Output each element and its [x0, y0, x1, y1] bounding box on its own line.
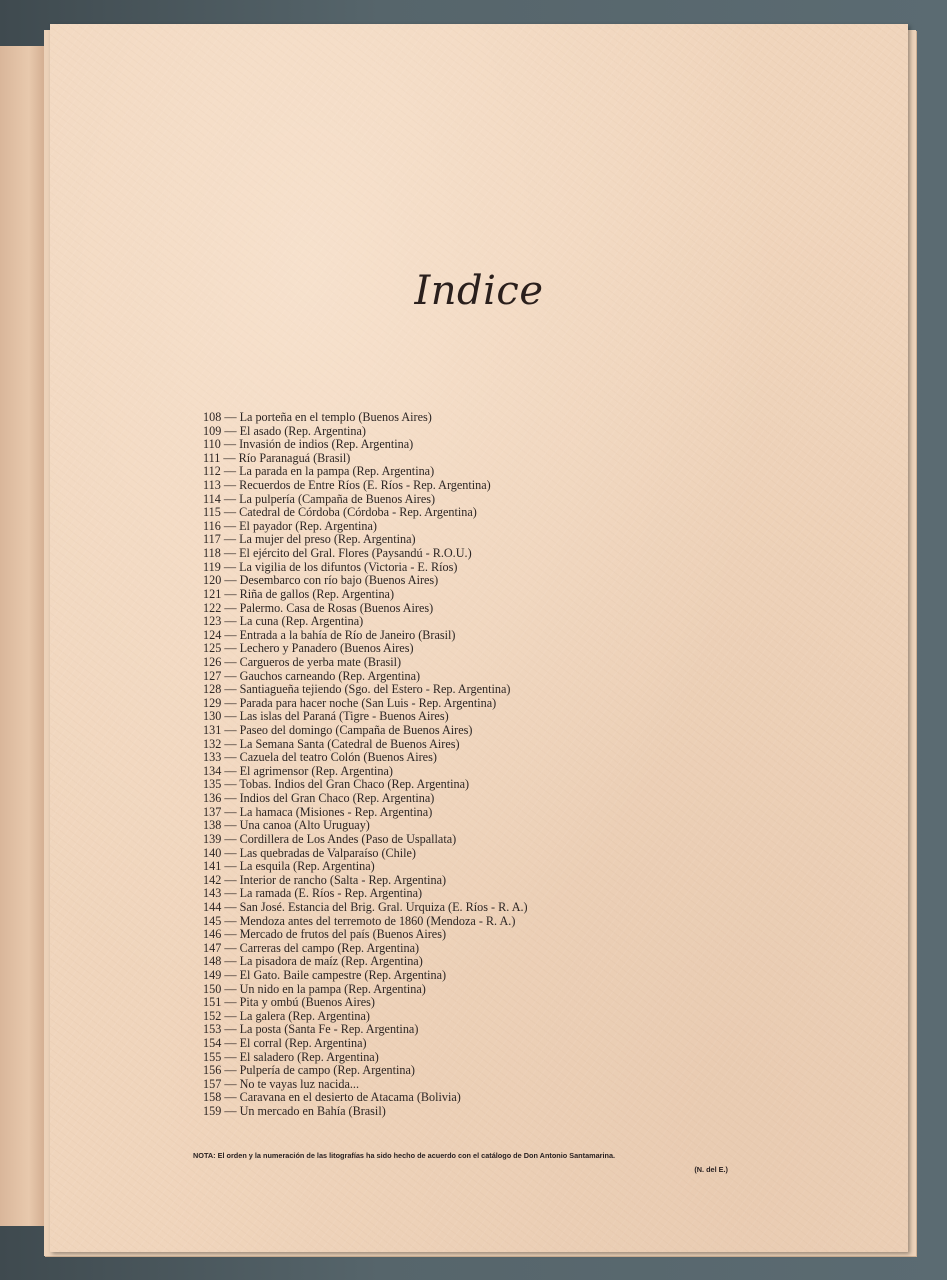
editor-note: [193, 1149, 728, 1177]
index-entry: 123 — La cuna (Rep. Argentina): [203, 614, 364, 629]
index-entry: 120 — Desembarco con río bajo (Buenos Aires): [203, 573, 439, 588]
index-entry: 117 — La mujer del preso (Rep. Argentina): [203, 532, 416, 547]
index-entry: 148 — La pisadora de maíz (Rep. Argentina): [203, 954, 423, 969]
note-credit: (N. del E.): [694, 1165, 728, 1174]
page-title: Indice: [414, 268, 544, 314]
index-entry: 139 — Cordillera de Los Andes (Paso de Uspallata): [203, 831, 457, 846]
index-entry: 136 — Indios del Gran Chaco (Rep. Argentina): [203, 791, 435, 806]
index-entry: 134 — El agrimensor (Rep. Argentina): [203, 763, 393, 778]
index-list: [203, 411, 528, 1119]
index-entry: 112 — La parada en la pampa (Rep. Argentina): [203, 464, 435, 479]
index-entry: 121 — Riña de gallos (Rep. Argentina): [203, 586, 395, 601]
index-entry: 119 — La vigilia de los difuntos (Victoria - E. Ríos): [203, 559, 458, 574]
index-entry: 135 — Tobas. Indios del Gran Chaco (Rep. Argentina): [203, 777, 470, 792]
index-entry: 118 — El ejército del Gral. Flores (Paysandú - R.O.U.): [203, 546, 472, 561]
index-entry: 147 — Carreras del campo (Rep. Argentina): [203, 940, 420, 955]
index-entry: 151 — Pita y ombú (Buenos Aires): [203, 995, 375, 1010]
index-entry: 146 — Mercado de frutos del país (Buenos Aires): [203, 927, 447, 942]
index-entry: 124 — Entrada a la bahía de Río de Janeiro (Brasil): [203, 627, 456, 642]
index-entry: 111 — Río Paranaguá (Brasil): [203, 450, 351, 465]
index-entry: 158 — Caravana en el desierto de Atacama (Bolivia): [203, 1090, 461, 1105]
index-entry: 109 — El asado (Rep. Argentina): [203, 423, 366, 438]
index-entry: 126 — Cargueros de yerba mate (Brasil): [203, 654, 402, 669]
index-entry: 142 — Interior de rancho (Salta - Rep. Argentina): [203, 872, 447, 887]
index-entry: 132 — La Semana Santa (Catedral de Buenos Aires): [203, 736, 460, 751]
index-entry: 143 — La ramada (E. Ríos - Rep. Argentina): [203, 886, 423, 901]
index-entry: 145 — Mendoza antes del terremoto de 1860 (Mendoza - R. A.): [203, 913, 516, 928]
index-page: [50, 24, 908, 1252]
index-entry: 114 — La pulpería (Campaña de Buenos Aires): [203, 491, 436, 506]
index-entry: 122 — Palermo. Casa de Rosas (Buenos Aires): [203, 600, 434, 615]
adjacent-page-edge: [0, 46, 50, 1226]
index-entry: 153 — La posta (Santa Fe - Rep. Argentina): [203, 1022, 419, 1037]
index-entry: 131 — Paseo del domingo (Campaña de Buenos Aires): [203, 723, 473, 738]
index-entry: 155 — El saladero (Rep. Argentina): [203, 1049, 379, 1064]
index-entry: 128 — Santiagueña tejiendo (Sgo. del Estero - Rep. Argentina): [203, 682, 511, 697]
index-entry: 129 — Parada para hacer noche (San Luis - Rep. Argentina): [203, 695, 497, 710]
index-entry: 140 — Las quebradas de Valparaíso (Chile): [203, 845, 416, 860]
index-entry: 113 — Recuerdos de Entre Ríos (E. Ríos - Rep. Argentina): [203, 478, 491, 493]
index-entry: 125 — Lechero y Panadero (Buenos Aires): [203, 641, 414, 656]
index-entry: 130 — Las islas del Paraná (Tigre - Buenos Aires): [203, 709, 449, 724]
index-entry: 149 — El Gato. Baile campestre (Rep. Argentina): [203, 967, 447, 982]
index-entry: 137 — La hamaca (Misiones - Rep. Argentina): [203, 804, 433, 819]
index-entry: 150 — Un nido en la pampa (Rep. Argentina): [203, 981, 426, 996]
index-entry: 133 — Cazuela del teatro Colón (Buenos Aires): [203, 750, 437, 765]
index-entry: 108 — La porteña en el templo (Buenos Aires): [203, 410, 432, 424]
index-entry: 110 — Invasión de indios (Rep. Argentina): [203, 437, 414, 452]
index-entry: 115 — Catedral de Córdoba (Córdoba - Rep. Argentina): [203, 505, 477, 520]
index-entry: 157 — No te vayas luz nacida...: [203, 1076, 360, 1091]
index-entry: 152 — La galera (Rep. Argentina): [203, 1008, 370, 1023]
index-entry: 138 — Una canoa (Alto Uruguay): [203, 818, 370, 833]
index-entry: 127 — Gauchos carneando (Rep. Argentina): [203, 668, 421, 683]
index-entry: 154 — El corral (Rep. Argentina): [203, 1036, 367, 1051]
note-text: NOTA: El orden y la numeración de las litografías ha sido hecho de acuerdo con el catálogo de Don Antonio Santamarina.: [193, 1151, 616, 1160]
index-entry: 156 — Pulpería de campo (Rep. Argentina): [203, 1063, 415, 1078]
index-entry: 116 — El payador (Rep. Argentina): [203, 518, 377, 533]
index-entry: 144 — San José. Estancia del Brig. Gral. Urquiza (E. Ríos - R. A.): [203, 899, 528, 914]
index-entry: 141 — La esquila (Rep. Argentina): [203, 859, 375, 874]
index-entry: 159 — Un mercado en Bahía (Brasil): [203, 1104, 386, 1119]
